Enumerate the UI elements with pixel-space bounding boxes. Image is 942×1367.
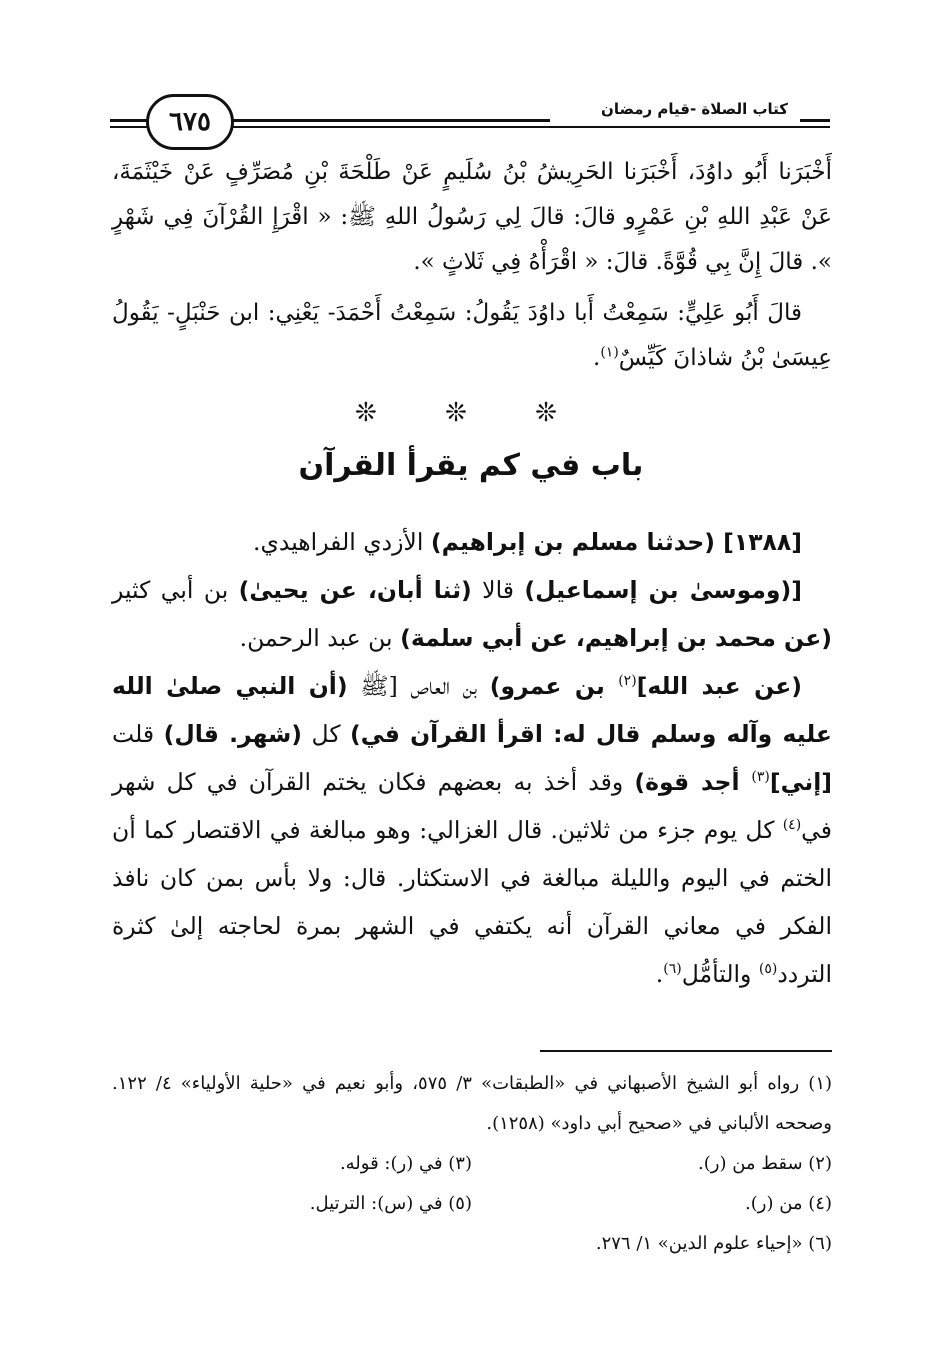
commentary-paragraph-1 [112, 518, 832, 566]
footnote-ref-3: (٣) [751, 769, 770, 786]
hadith-paragraph-1: أَخْبَرَنا أَبُو داوُدَ، أَخْبَرَنا الحَرِيشُ بْنُ سُلَيمٍ عَنْ طَلْحَةَ بْنِ مُصَرِّفٍ عَنْ خَيْثَمَةَ، عَنْ عَبْدِ اللهِ بْنِ عَمْرٍو قالَ: قالَ لِي رَسُولُ اللهِ ﷺ: « اقْرَإِ القُرْآنَ فِي شَهْرٍ ». قالَ إِنَّ بِي قُوَّةً. قالَ: « اقْرَأْهُ فِي ثَلاثٍ ». [112, 159, 832, 275]
c2-bold-1: [(وموسىٰ بن إسماعيل) [524, 576, 802, 604]
c3-rest-2: كل [302, 720, 350, 748]
hadith-paragraph-2 [112, 291, 832, 381]
commentary-paragraph-3 [112, 662, 832, 998]
c3-rest-6: والتأمُّل [681, 960, 759, 988]
footnote-ref-6: (٦) [663, 961, 682, 978]
footnote-ref-2: (٢) [618, 673, 637, 690]
c3-rest-4: وقد أخذ به بعضهم فكان يختم القرآن في كل شهر في [112, 768, 832, 844]
c3-rest-3: قلت [112, 720, 164, 748]
c3-bold-1: (عن عبد الله] [636, 672, 803, 700]
c1-rest: الأزدي الفراهيدي. [253, 528, 431, 556]
footnote-5: (٥) في (س): الترتيل. [309, 1193, 472, 1214]
c3-rest-1: بن العاص [ﷺ [347, 672, 490, 700]
footnote-ref-4: (٤) [782, 817, 802, 834]
footnote-3: (٣) في (ر): قوله. [339, 1153, 472, 1174]
c3-end: . [655, 960, 664, 988]
c3-bold-2: بن عمرو) [489, 672, 619, 700]
c2-rest-3: بن عبد الرحمن. [239, 624, 401, 652]
footnote-ref-1: (١) [600, 344, 619, 361]
hadith-paragraph-2-text: قالَ أَبُو عَلِيٍّ: سَمِعْتُ أَبا داوُدَ يَقُولُ: سَمِعْتُ أَحْمَدَ- يَعْنِي: ابن حَنْبَلٍ- يَقُولُ عِيسَىٰ بْنُ شاذانَ كَيِّسٌ [112, 300, 832, 371]
c3-bold-3: (أن النبي صلىٰ الله عليه وآله وسلم قال له: اقرأ القرآن في) [112, 672, 832, 748]
footnote-row-4-5 [112, 1184, 832, 1224]
c2-rest-1: قالا [471, 576, 525, 604]
footnote-4: (٤) من (ر). [745, 1193, 832, 1214]
footnote-1: (١) رواه أبو الشيخ الأصبهاني في «الطبقات» ٣/ ٥٧٥، وأبو نعيم في «حلية الأولياء» ٤/ ١٢٢. وصححه الألباني في «صحيح أبي داود» (١٢٥٨). [112, 1073, 833, 1134]
page-number: ٦٧٥ [169, 107, 211, 137]
c2-bold-2: (ثنا أبان، عن يحيىٰ) [238, 576, 472, 604]
footnote-6: (٦) «إحياء علوم الدين» ١/ ٢٧٦. [595, 1233, 832, 1254]
c3-bold-6: أجد قوة) [634, 768, 752, 796]
page-header [110, 92, 830, 152]
c1-bold: [١٣٨٨] (حدثنا مسلم بن إبراهيم) [430, 528, 802, 556]
c3-bold-4: (شهر. قال) [163, 720, 303, 748]
section-separator: ❊ ❊ ❊ [355, 398, 587, 428]
running-title: كتاب الصلاة -قيام رمضان [601, 100, 788, 118]
hadith-paragraph-2-end: . [593, 345, 601, 371]
footnote-2: (٢) سقط من (ر). [698, 1153, 832, 1174]
commentary-paragraph-2 [112, 566, 832, 662]
commentary-text [112, 518, 832, 998]
footnote-separator [540, 1050, 832, 1052]
c2-bold-3: (عن محمد بن إبراهيم، عن أبي سلمة) [400, 624, 832, 652]
footnotes [112, 1064, 832, 1264]
footnote-row-2-3 [112, 1144, 832, 1184]
footnote-ref-5: (٥) [758, 961, 778, 978]
c3-rest-5: كل يوم جزء من ثلاثين. قال الغزالي: وهو مبالغة في الاقتصار كما أن الختم في اليوم والليلة مبالغة في الاستكثار. قال: ولا بأس بمن كان نافذ الفكر في معاني القرآن أنه يكتفي في الشهر بمرة لحاجته إلىٰ كثرة التردد [112, 816, 832, 988]
chapter-title: باب في كم يقرأ القرآن [298, 448, 644, 483]
page-number-badge [146, 94, 234, 150]
c3-bold-5: [إني] [769, 768, 832, 796]
c2-rest-2: بن أبي كثير [112, 576, 239, 604]
hadith-text [112, 150, 832, 381]
